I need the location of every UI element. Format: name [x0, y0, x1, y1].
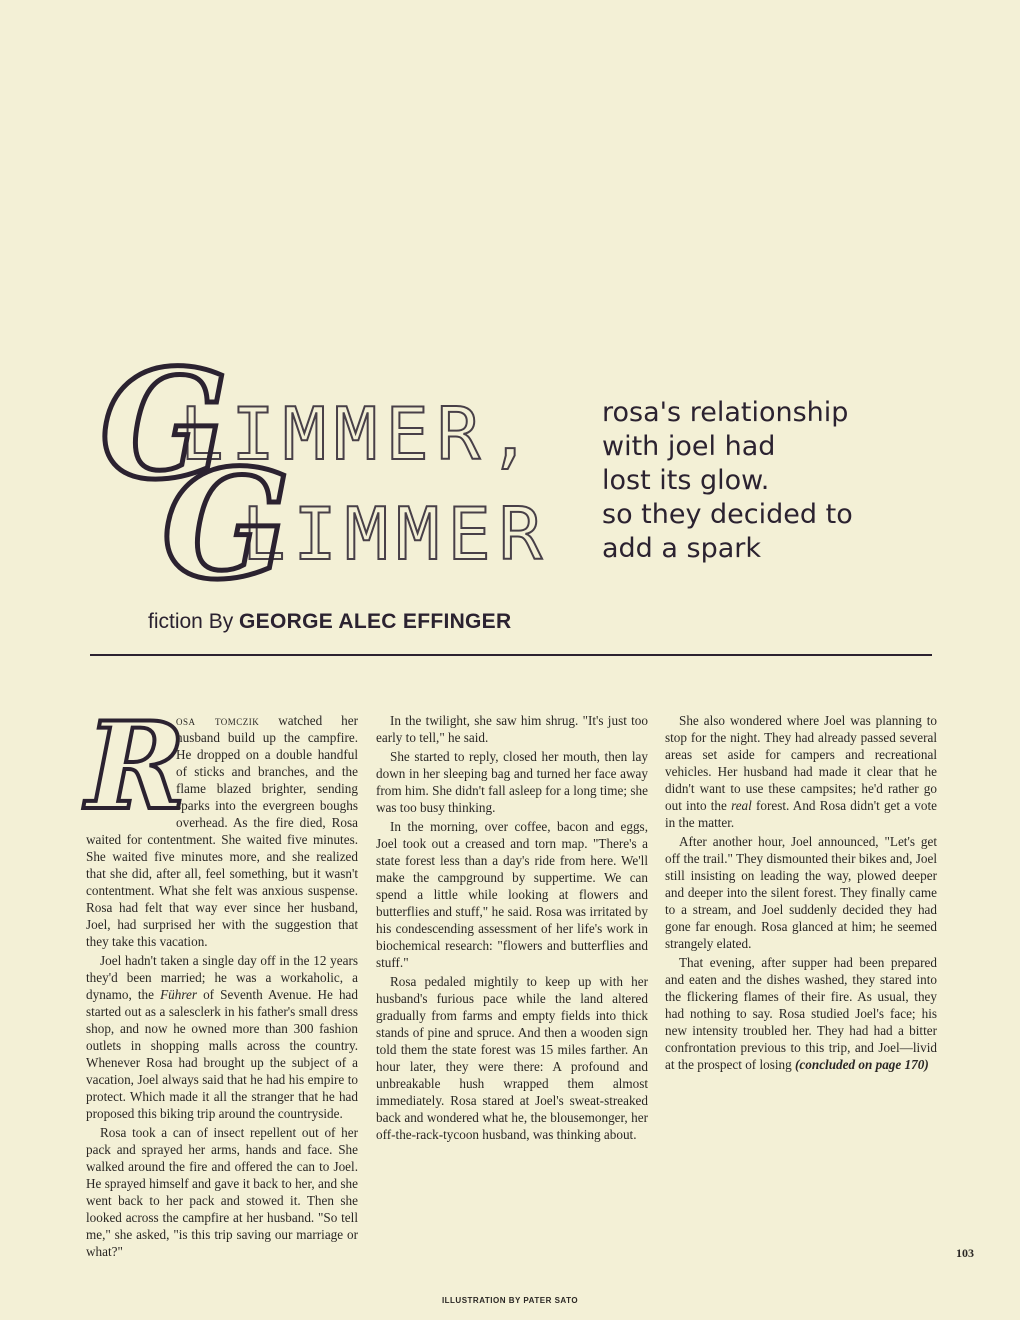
title-dotted-word: LIMMER: [242, 492, 551, 576]
title-dotted-word: LIMMER,: [180, 392, 540, 476]
paragraph-text: of Seventh Avenue. He had started out as a salesclerk in his father's small dress shop, and now he owned more than 300 fashion outlets in shopping malls across the country. Whenever Rosa had brought up the subject of a vacation, Joel always said that he had his empire to protect. Which made it all the stranger that he had proposed this biking trip around the countryside.: [86, 987, 358, 1121]
deck-line: rosa's relationship: [602, 397, 849, 428]
deck-line: add a spark: [602, 533, 762, 564]
paragraph: [376, 973, 648, 1143]
paragraph-text: After another hour, Joel announced, "Let's get off the trail." They dismounted their bikes and, Joel still insisting on leading the way, plowed deeper and deeper into the silent forest. They finally came to a stream, and Joel suddenly decided they had gone far enough. Rosa glanced at him; he seemed strangely elated.: [665, 834, 937, 951]
paragraph-text: That evening, after supper had been prepared and eaten and the dishes washed, they stared into the flickering flames of their fire. As usual, they had nothing to say. Rosa studied Joel's face; his new intensity troubled her. They had had a bitter confrontation previous to this trip, and Joel—livid at the prospect of losing: [665, 955, 937, 1072]
body-column-1: [86, 696, 358, 1262]
deck-subtitle: [602, 396, 902, 566]
paragraph: [665, 712, 937, 831]
drop-cap: R: [86, 696, 186, 837]
paragraph-text: In the twilight, she saw him shrug. "It's just too early to tell," he said.: [376, 713, 648, 745]
paragraph: [376, 818, 648, 971]
title-script-initial: G: [100, 337, 229, 513]
title-line-2: [100, 437, 560, 613]
paragraph-text: She also wondered where Joel was planning to stop for the night. They had already passed several areas set aside for campers and recreational vehicles. Her husband had made it clear that he didn't want to use these campsites; he'd rather go out into the: [665, 713, 937, 813]
lead-in: osa tomczik: [176, 713, 260, 728]
paragraph-text: Rosa took a can of insect repellent out of her pack and sprayed her arms, hands and face. She walked around the fire and offered the can to Joel. He sprayed himself and gave it back to her, and she went back to her pack and stowed it. Then she looked across the campfire at her husband. "So tell me," she asked, "is this trip saving our marriage or what?": [86, 1125, 358, 1259]
paragraph: [665, 954, 937, 1073]
paragraph: [86, 696, 358, 950]
title-divider: [90, 654, 932, 656]
byline: [148, 610, 511, 634]
paragraph: [665, 833, 937, 952]
paragraph-text: Rosa pedaled mightily to keep up with her husband's furious pace while the land altered gradually from farms and empty fields into thick stands of pine and spruce. And then a wooden sign told them the state forest was 15 miles farther. An hour later, they were there: A profound and unbreakable hush wrapped them almost immediately. Rosa stared at Joel's sweat-streaked back and wondered what he, the blousemonger, her off-the-rack-tycoon husband, was thinking about.: [376, 974, 648, 1142]
paragraph: [376, 748, 648, 816]
paragraph-text: forest. And Rosa didn't get a vote in the matter.: [665, 798, 937, 830]
italic-word: Führer: [160, 987, 197, 1002]
byline-kind: fiction By: [148, 610, 234, 633]
byline-author: GEORGE ALEC EFFINGER: [239, 610, 512, 633]
paragraph-text: She started to reply, closed her mouth, then lay down in her sleeping bag and turned her face away from him. She didn't fall asleep for a long time; she was too busy thinking.: [376, 749, 648, 815]
paragraph-text: watched her husband build up the campfire. He dropped on a double handful of sticks and branches, and the flame blazed brighter, sending sparks into the evergreen boughs overhead. As the fire died, Rosa waited for contentment. She waited five minutes. She waited five minutes more, and she realized that she did, after all, feel something, but it wasn't contentment. What she felt was anxious suspense. Rosa had felt that way ever since her husband, Joel, had surprised her with the suggestion that they take this vacation.: [86, 713, 358, 949]
deck-line: with joel had: [602, 431, 776, 462]
page-number: 103: [956, 1246, 974, 1260]
illustration-credit: ILLUSTRATION BY PATER SATO: [441, 1296, 579, 1305]
title-script-initial: G: [162, 437, 291, 613]
italic-word: real: [731, 798, 752, 813]
paragraph: [86, 952, 358, 1122]
paragraph-text: Joel hadn't taken a single day off in the 12 years they'd been married; he was a workaholic, a dynamo, the: [86, 953, 358, 1002]
paragraph: [376, 712, 648, 746]
body-column-3: [665, 712, 937, 1075]
body-column-2: [376, 712, 648, 1145]
deck-line: so they decided to: [602, 499, 853, 530]
paragraph-text: In the morning, over coffee, bacon and eggs, Joel took out a creased and torn map. "There's a state forest less than a day's ride from here. We'll make the campground by suppertime. We can spend a little while looking at flowers and butterflies and stuff," he said. Rosa was irritated by his condescending assessment of her life's work in biochemical research: "flowers and butterflies and stuff.": [376, 819, 648, 970]
deck-line: lost its glow.: [602, 465, 770, 496]
continuation-note: (concluded on page 170): [795, 1057, 929, 1072]
paragraph: [86, 1124, 358, 1260]
